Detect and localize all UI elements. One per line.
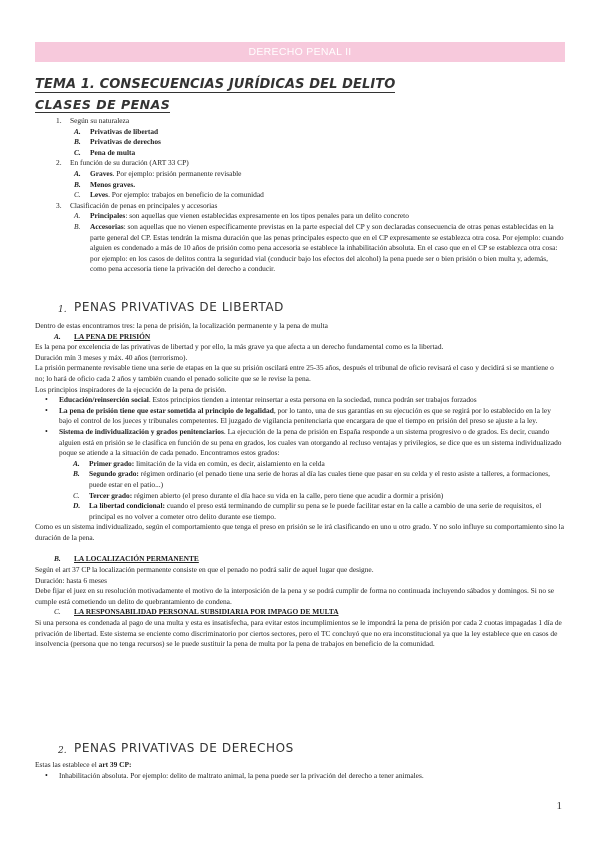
- paragraph: Duración mín 3 meses y máx. 40 años (terrorismo).: [35, 352, 188, 362]
- clases-title: CLASES DE PENAS: [35, 97, 171, 112]
- subsection-heading: C. LA RESPONSABILIDAD PERSONAL SUBSIDIARIA POR IMPAGO DE MULTA: [54, 607, 339, 617]
- bullet-item: • Inhabilitación absoluta. Por ejemplo: delito de maltrato animal, la pena puede ser la privación del derecho a tener animales.: [45, 770, 424, 780]
- paragraph: Dentro de estas encontramos tres: la pena de prisión, la localización permanente y la pena de multa: [35, 321, 328, 330]
- list-item: C. Pena de multa: [74, 147, 136, 157]
- paragraph: Es la pena por excelencia de las privativas de libertad y por ello, la más grave ya que afecta a un derecho fundamental como es la libertad.: [35, 342, 444, 352]
- grado-item: B. Segundo grado: régimen ordinario (el penado tiene una serie de horas al día las cuales tiene que pasar en su celda y el resto asiste a talleres, a formaciones, puede estar en el patio...): [73, 469, 550, 489]
- clases-list: [56, 116, 566, 275]
- list-item: A. Graves. Por ejemplo: prisión permanente revisable: [74, 168, 242, 178]
- bullet-item: • Educación/reinserción social. Estos principios tienden a intentar reinsertar a esta persona en la sociedad, nunca podrán ser trabajos forzados: [45, 395, 477, 405]
- subsection-heading: B. LA LOCALIZACIÓN PERMANENTE: [54, 554, 199, 564]
- paragraph: La prisión permanente revisable tiene una serie de etapas en la que su prisión oscilará entre 25-35 años, después el tribunal de oficio revisará el caso y decidirá si se mantiene o no; lo hará de oficio cada 2 años y también cuando el penado solicite que se le revise la pena.: [35, 363, 554, 383]
- list-item: A. Principales: son aquellas que vienen establecidas expresamente en los tipos penales para un delito concreto: [74, 211, 409, 221]
- tema-title: TEMA 1. CONSECUENCIAS JURÍDICAS DEL DELITO: [35, 77, 396, 92]
- list-item: B. Menos graves.: [74, 179, 136, 189]
- paragraph: Debe fijar el juez en su resolución motivadamente el motivo de la interposición de la pena y se podrá cumplir de forma no continuada incluyendo sábados y domingos. Si no se cumple está cometiendo un delito de quebrantamiento de condena.: [35, 586, 555, 606]
- list-item: 3. Clasificación de penas en principales y accesorias: [56, 200, 218, 210]
- bullet-item: • Sistema de individualización y grados penitenciarios. La ejecución de la pena de prisión en España responde a un sistema progresivo o de grados. Es decir, cuando alguien está en prisión se le clasifica en función de su pena en grados, los cuales van otorgando al recluso ventajas y privilegios, se dice que es un sistema individualizado poque se atiende a la situación de cada penado. Encontramos estos grados:: [45, 426, 562, 458]
- section-1-body: [35, 321, 565, 650]
- section-number: 1.: [58, 305, 67, 315]
- subsection-heading: A. LA PENA DE PRISIÓN: [54, 331, 151, 341]
- section-number: 2.: [58, 746, 67, 756]
- page-number: 1: [556, 800, 562, 812]
- course-header-band: [35, 42, 565, 62]
- paragraph: Los principios inspiradores de la ejecución de la pena de prisión.: [35, 384, 227, 394]
- list-item: C. Leves. Por ejemplo: trabajos en beneficio de la comunidad: [74, 190, 264, 200]
- paragraph: Como es un sistema individualizado, según el comportamiento que tenga el preso en prisión se le irá clasificando en uno u otro grado. Y no solo influye su comportamiento sino la duración de la pena.: [35, 522, 564, 542]
- paragraph: Estas las establece el art 39 CP:: [35, 760, 132, 769]
- list-item: A. Privativas de libertad: [74, 126, 159, 136]
- paragraph: Según el art 37 CP la localización permanente consiste en que el penado no podrá salir de aquel lugar que designe.: [35, 565, 374, 575]
- section-title: PENAS PRIVATIVAS DE DERECHOS: [74, 741, 294, 755]
- paragraph: Si una persona es condenada al pago de una multa y esta es insatisfecha, para evitar estos incumplimientos se le impondrá la pena de prisión por cada 2 cuotas impagadas 1 día de privación de libertad. Este sistema se enciente como discriminatorio por ciertos sectores, pero el TC concluyó que no era inconstitucional ya que la ley establece que en casos de insolvencia (persona que no tenga recursos) se le puede sustituir la pena de multa por la pena de trabajos en beneficio de la comunidad.: [35, 618, 562, 649]
- paragraph: Duración: hasta 6 meses: [35, 575, 108, 585]
- grado-item: A. Primer grado: limitación de la vida en común, es decir, aislamiento en la celda: [73, 458, 325, 468]
- list-item: 2. En función de su duración (ART 33 CP): [56, 158, 189, 168]
- section-title: PENAS PRIVATIVAS DE LIBERTAD: [74, 300, 285, 314]
- list-item: B. Accesorias: son aquellas que no vienen específicamente previstas en la parte especial del CP y son declaradas consecuencia de otras penas establecidas en la parte general del CP. Estas tendrán la misma duración que las penas principales especto que en el CP expresamente se establezca otra cosa. Por ejemplo: cuando alguien es condenado a más de 10 años de prisión como pena accesoria se establece la inhabilitación absoluta. En el caso que en el CP se establezca otra cosa: por ejemplo: en los casos de delitos contra la seguridad vial (conducir bajo los efectos del alcohol) la pena puede ser o bien prisión o bien multa y, además, como pena accesoria tiene la privación del derecho a conducir.: [74, 221, 564, 274]
- list-item: B. Privativas de derechos: [74, 137, 161, 147]
- section-2-body: [35, 760, 565, 781]
- bullet-item: • La pena de prisión tiene que estar sometida al principio de legalidad, por lo tanto, una de sus garantías en su ejecución es que se regirá por lo establecido en la ley bajo el control de los jueces y tribunales competentes. El juzgado de vigilancia penitenciaria que encargara de que el tiempo en prisión del preso se ajuste a la ley.: [45, 405, 551, 426]
- grado-item: D. La libertad condicional: cuando el preso está terminando de cumplir su pena se le puede facilitar estar en la calle a cambio de una serie de requisitos, el principal es no volver a cometer otro delito durante ese tiempo.: [73, 501, 542, 521]
- course-title: DERECHO PENAL II: [248, 46, 352, 58]
- list-item: 1. Según su naturaleza: [56, 116, 130, 125]
- grado-item: C. Tercer grado: régimen abierto (el preso durante el día hace su vida en la calle, pero tiene que acudir a dormir a prisión): [73, 490, 444, 500]
